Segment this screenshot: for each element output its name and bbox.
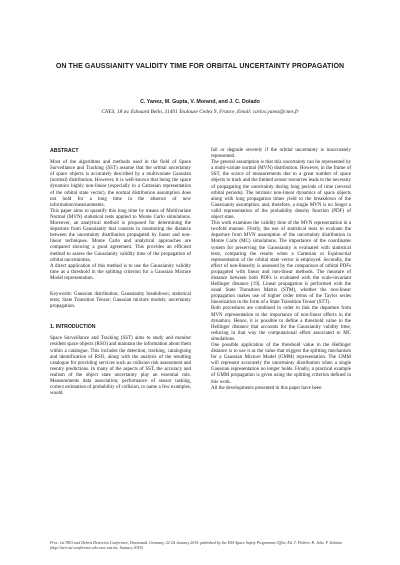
proceedings-footer: Proc. 1st NEO and Debris Detection Conference, Darmstadt, Germany, 22-24 January 2019, published by the ESA Space Safety Programme Office Ed. T. Flohrer, R. Jehn, F. Schmitz (http://neo-sst-conference.sdo.esoc.esa.int, January 2019) [50,540,342,550]
body-paragraph: One possible application of the threshold value in the Hellinger distance is to use it as the value that triggers the splitting mechanism for a Gaussian Mixture Model (GMM) representation. The GMM will represent accurately the uncertainty distribution when a single Gaussian representation no longer holds. Finally, a practical example of GMM propagation is given using the splitting criterion defined in this work. [211,343,351,385]
paper-title: ON THE GAUSSIANITY VALIDITY TIME FOR ORBITAL UNCERTAINTY PROPAGATION [55,63,345,70]
introduction-paragraph: Space Surveillance and Tracking (SST) aims to study and monitor resident space objects (RSO) and maintain the information about them within a catalogue. This includes the detection, tracking, cataloguing and identification of RSO, along with the analysis of the resulting catalogue for providing services such as collision risk assessment and reentry predictions. In many of the aspects of SST, the accuracy and realism of the object state uncertainty play an essential role. Measurements data association, performance of sensor tasking, correct estimation of probability of collision, to name a few examples, would [50,336,191,397]
author-affiliation: CNES, 18 av. Edouard Belin, 31401 Toulouse Cedex 9, France, Email: carlos.yanez@cnes.fr [101,109,299,115]
author-list: C. Yanez, M. Gupta, V. Morand, and J. C. Dolado [140,99,260,105]
abstract-paragraph: A direct application of this method is to use the Gaussianity validity time as a threshold in the splitting criterion for a Gaussian Mixture Model representation. [50,263,191,281]
right-column [211,148,351,392]
abstract-paragraph: This paper aims to quantify this long time by means of Multivariate Normal (MVN) statistical tests applied to Monte Carlo simulations. Moreover, an analytical method is proposed for determining the departure from Gaussianity that consists in monitoring the distance between the uncertainty distribution propagated by linear and non-linear techniques. Monte Carlo and analytical approaches are compared showing a good agreement. This provides an efficient method to assess the Gaussianity validity time of the propagation of orbital uncertainties. [50,208,191,263]
body-paragraph: fail or degrade severely if the orbital uncertainty is inaccurately represented. [211,148,351,160]
body-paragraph: The general assumption is that this uncertainty can be represented by a multi-variate normal (MVN) distribution. However, in the frame of SST, the scarce of measurements due to a great number of space objects to track and the limited sensor resources leads to the necessity of propagating the uncertainty during long periods of time (several orbital periods). The intrinsic non-linear dynamics of space objects along with long propagation times yield to the breakdown of the Gaussianity assumption, and, therefore, a single MVN is no longer a valid representation of the probability density function (PDF) of object state. [211,160,351,221]
body-paragraph: This work examines the validity time of the MVN representation in a twofold manner. Firstly, the use of statistical tests to evaluate the departure from MVN assumption of the uncertainty distribution in Monte Carlo (MC) simulations. The importance of the coordinates system for preserving the Gaussianity is evaluated with statistical tests, comparing the results when a Cartesian or Equinoctial representation of the orbital state vector is employed. Secondly, the effect of non-linearity is assessed by the comparison of orbital PDFs propagated with linear and non-linear methods. The measure of distance between both PDFs is evaluated with the scale-invariant Hellinger distance [19]. Linear propagation is performed with the usual State Transition Matrix (STM), whether the non-linear propagation makes use of higher order terms of the Taylor series linearization in the form of a State Transition Tensor (STT). [211,221,351,306]
left-column [50,148,191,403]
body-paragraph: Both procedures are combined in order to link the departure from MVN representation to the importance of non-linear effects in the dynamics. Hence, it is possible to define a threshold value in the Hellinger distance that accounts for the Gaussianity validity time, reducing in that way the computational effort associated to MC simulations. [211,306,351,342]
keywords: Keywords: Gaussian distribution; Gaussianity breakdown; statistical tests; State Transition Tensor; Gaussian mixture models; uncertainty propagation. [50,291,191,310]
abstract-paragraph: Most of the algorithms and methods used in the field of Space Surveillance and Tracking (SST) assume that the orbital uncertainty of space objects is accurately described by a multivariate Gaussian (normal) distribution. However, it is well-known that being the space dynamics highly non-linear (especially in a Cartesian representation of the orbital state vector), the normal distribution assumption does not hold for a long time in the absence of new information/measurements. [50,160,191,208]
abstract-heading: ABSTRACT [50,148,79,154]
introduction-heading: 1. INTRODUCTION [50,324,96,331]
body-paragraph: All the developments presented in this paper have been [211,385,322,391]
